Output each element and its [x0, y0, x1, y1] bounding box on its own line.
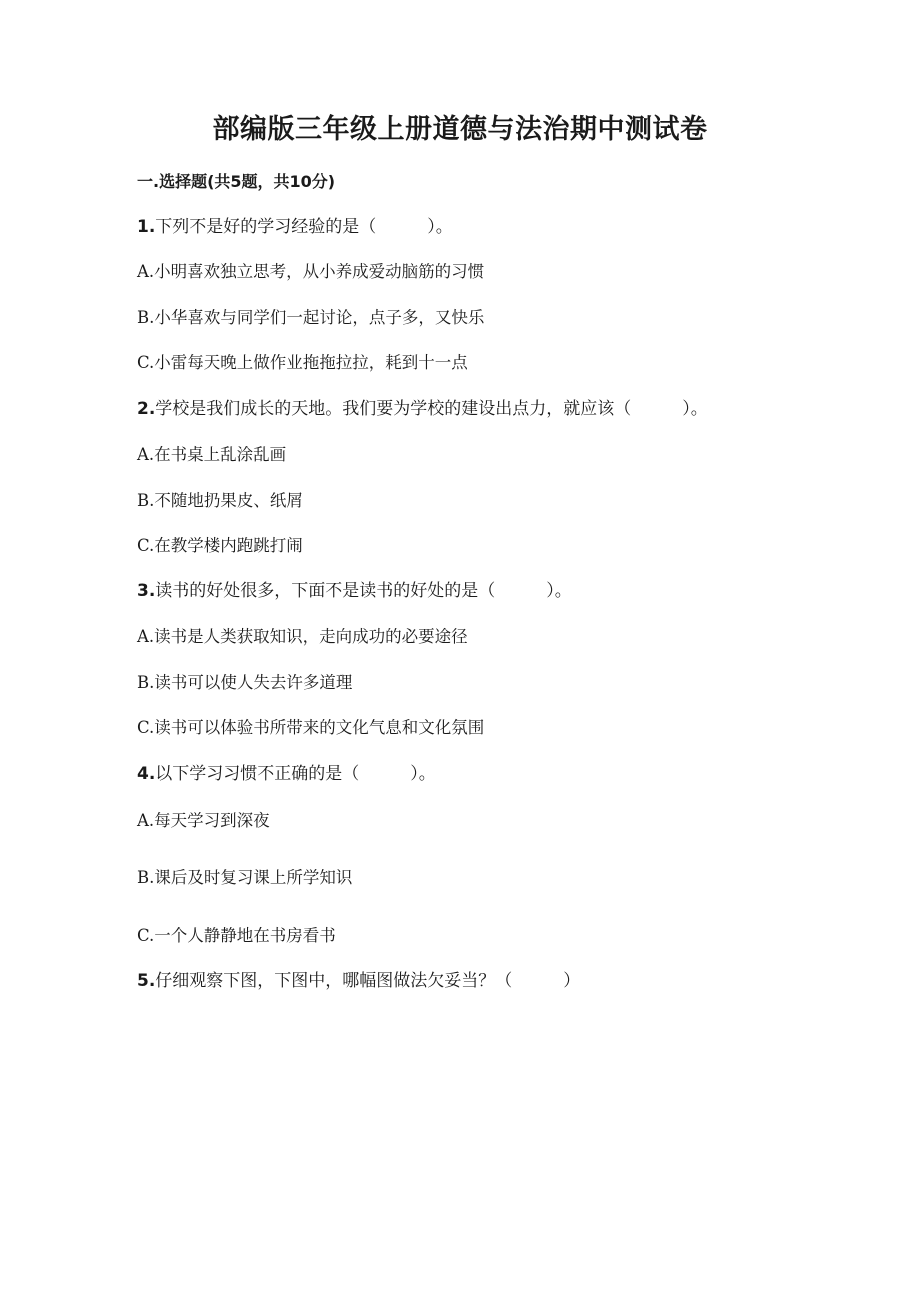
- question-text: 仔细观察下图，下图中，哪幅图做法欠妥当？（ ）: [155, 971, 581, 991]
- question-2-option-c: C.在教学楼内跑跳打闹: [137, 536, 303, 555]
- question-number: 3.: [137, 581, 156, 601]
- question-1-option-b: B.小华喜欢与同学们一起讨论，点子多，又快乐: [137, 308, 485, 327]
- question-number: 1.: [137, 217, 156, 237]
- question-3-option-a: A.读书是人类获取知识，走向成功的必要途径: [137, 627, 468, 646]
- question-4-option-b: B.课后及时复习课上所学知识: [137, 868, 353, 887]
- question-text: 以下学习习惯不正确的是（ ）。: [155, 764, 436, 784]
- question-3: [137, 578, 572, 604]
- question-number: 4.: [137, 764, 156, 784]
- question-1-option-a: A.小明喜欢独立思考，从小养成爱动脑筋的习惯: [137, 262, 485, 281]
- question-text: 学校是我们成长的天地。我们要为学校的建设出点力，就应该（ ）。: [155, 399, 708, 419]
- question-text: 下列不是好的学习经验的是（ ）。: [155, 217, 453, 237]
- question-5: [137, 968, 580, 994]
- question-number: 5.: [137, 971, 156, 991]
- page-title: 部编版三年级上册道德与法治期中测试卷: [212, 114, 708, 145]
- question-4: [137, 761, 436, 787]
- question-number: 2.: [137, 399, 156, 419]
- section-heading: 一.选择题(共5题，共10分): [137, 172, 336, 191]
- question-4-option-a: A.每天学习到深夜: [137, 811, 270, 830]
- question-3-option-b: B.读书可以使人失去许多道理: [137, 673, 353, 692]
- question-3-option-c: C.读书可以体验书所带来的文化气息和文化氛围: [137, 718, 485, 737]
- question-2-option-a: A.在书桌上乱涂乱画: [137, 445, 287, 464]
- question-1-option-c: C.小雷每天晚上做作业拖拖拉拉，耗到十一点: [137, 353, 468, 372]
- question-2: [137, 396, 708, 422]
- question-text: 读书的好处很多，下面不是读书的好处的是（ ）。: [155, 581, 572, 601]
- question-1: [137, 214, 453, 240]
- question-2-option-b: B.不随地扔果皮、纸屑: [137, 491, 303, 510]
- question-4-option-c: C.一个人静静地在书房看书: [137, 926, 336, 945]
